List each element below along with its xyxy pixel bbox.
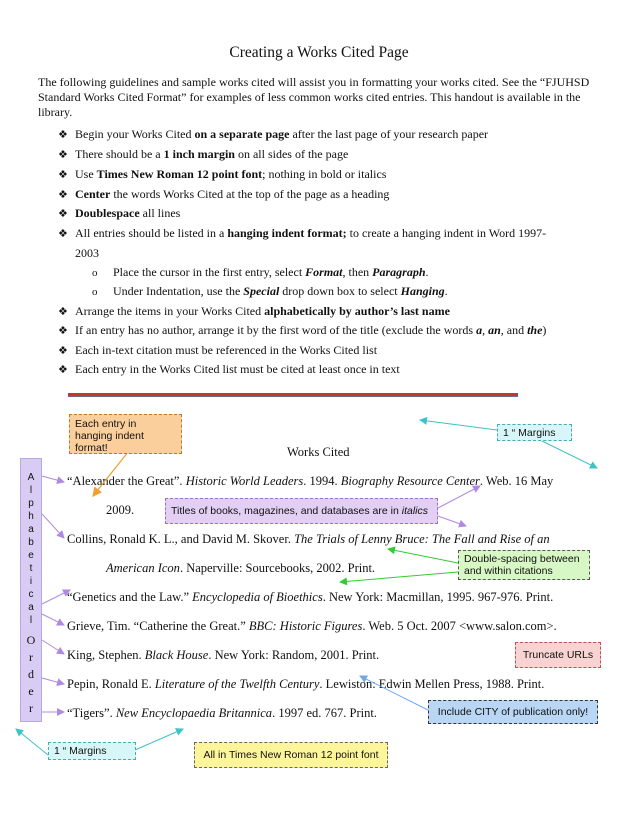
- citation-entry: Pepin, Ronald E. Literature of the Twelfth Century. Lewiston: Edwin Mellen Press, 1988. Print.: [67, 677, 545, 691]
- bullet-item: ❖ Center the words Works Cited at the top of the page as a heading: [58, 187, 390, 201]
- page-title: Creating a Works Cited Page: [229, 44, 409, 61]
- arrow-blue: [360, 676, 428, 710]
- intro-paragraph: The following guidelines and sample works cited will assist you in formatting your works cited. See the “FJUHSD Standard Works Cited Format” for examples of less common works cited entries. This handout is available in the library.: [38, 75, 590, 119]
- include-city-callout: Include CITY of publication only!: [428, 700, 598, 724]
- truncate-urls-callout: Truncate URLs: [515, 642, 601, 668]
- arrow-purple: [42, 590, 70, 604]
- circle-bullet-icon: o: [92, 286, 98, 298]
- bullet-item: ❖ Arrange the items in your Works Cited alphabetically by author’s last name: [58, 304, 450, 318]
- diamond-star-bullet-icon: ❖: [58, 305, 68, 318]
- bullet-continuation: 2003: [75, 246, 99, 260]
- arrow-cyan: [135, 729, 183, 750]
- diamond-star-bullet-icon: ❖: [58, 207, 68, 220]
- sub-bullet-item: o Place the cursor in the first entry, select Format, then Paragraph.: [92, 265, 429, 279]
- citation-continuation: American Icon. Naperville: Sourcebooks, 2002. Print.: [106, 561, 376, 575]
- citation-entry: “Tigers”. New Encyclopaedia Britannica. 1997 ed. 767. Print.: [67, 706, 377, 720]
- bullet-item: ❖ If an entry has no author, arrange it by the first word of the title (exclude the words a, an, and the): [58, 323, 547, 337]
- arrow-purple: [42, 640, 64, 654]
- diamond-star-bullet-icon: ❖: [58, 128, 68, 141]
- double-spacing-callout: Double-spacing between and within citations: [458, 550, 590, 580]
- diamond-star-bullet-icon: ❖: [58, 148, 68, 161]
- arrow-orange: [93, 452, 128, 496]
- diamond-star-bullet-icon: ❖: [58, 188, 68, 201]
- arrow-purple: [42, 678, 64, 684]
- bullet-item: ❖ Each in-text citation must be referenced in the Works Cited list: [58, 343, 378, 357]
- bullet-item: ❖ Each entry in the Works Cited list must be cited at least once in text: [58, 362, 400, 376]
- citation-entry: King, Stephen. Black House. New York: Random, 2001. Print.: [67, 648, 380, 662]
- margins-callout-top: 1 “ Margins: [497, 424, 572, 441]
- arrow-purple: [42, 514, 64, 538]
- circle-bullet-icon: o: [92, 267, 98, 279]
- bullet-item: ❖ Begin your Works Cited on a separate page after the last page of your research paper: [58, 127, 489, 141]
- diamond-star-bullet-icon: ❖: [58, 324, 68, 337]
- arrow-purple: [438, 486, 480, 508]
- diamond-star-bullet-icon: ❖: [58, 227, 68, 240]
- citation-entry: Collins, Ronald K. L., and David M. Skover. The Trials of Lenny Bruce: The Fall and Rise of an: [67, 532, 550, 546]
- citation-entry: Grieve, Tim. “Catherine the Great.” BBC: Historic Figures. Web. 5 Oct. 2007 <www.salon.com>.: [67, 619, 557, 633]
- titles-italics-callout: Titles of books, magazines, and databases are in italics: [165, 498, 438, 524]
- arrow-cyan: [420, 420, 497, 430]
- works-cited-heading: Works Cited: [287, 445, 350, 459]
- bullet-item: ❖ Doublespace all lines: [58, 206, 181, 220]
- arrow-cyan: [540, 440, 597, 468]
- arrow-purple: [42, 614, 64, 625]
- diamond-star-bullet-icon: ❖: [58, 344, 68, 357]
- diamond-star-bullet-icon: ❖: [58, 168, 68, 181]
- bullet-item: ❖ Use Times New Roman 12 point font; nothing in bold or italics: [58, 167, 387, 181]
- font-note-callout: All in Times New Roman 12 point font: [194, 742, 388, 768]
- arrow-cyan: [16, 729, 48, 755]
- sub-bullet-item: o Under Indentation, use the Special drop down box to select Hanging.: [92, 284, 448, 298]
- arrow-purple: [42, 476, 64, 482]
- hanging-indent-callout: Each entry in hanging indent format!: [69, 414, 182, 454]
- arrow-green: [388, 549, 458, 563]
- arrow-green: [340, 572, 458, 582]
- diamond-star-bullet-icon: ❖: [58, 363, 68, 376]
- citation-entry: “Genetics and the Law.” Encyclopedia of Bioethics. New York: Macmillan, 1995. 967-976. Print.: [67, 590, 554, 604]
- bullet-item: ❖ There should be a 1 inch margin on all sides of the page: [58, 147, 349, 161]
- arrow-purple: [438, 516, 466, 526]
- alphabetical-order-label: A l p h a b e t i c a l O r d e r: [20, 458, 42, 722]
- bullet-item: ❖ All entries should be listed in a hanging indent format; to create a hanging indent in Word 1997-: [58, 226, 547, 240]
- citation-entry: “Alexander the Great”. Historic World Leaders. 1994. Biography Resource Center. Web. 16 May: [67, 474, 554, 488]
- margins-callout-bottom: 1 “ Margins: [48, 742, 136, 760]
- citation-continuation: 2009.: [106, 503, 135, 517]
